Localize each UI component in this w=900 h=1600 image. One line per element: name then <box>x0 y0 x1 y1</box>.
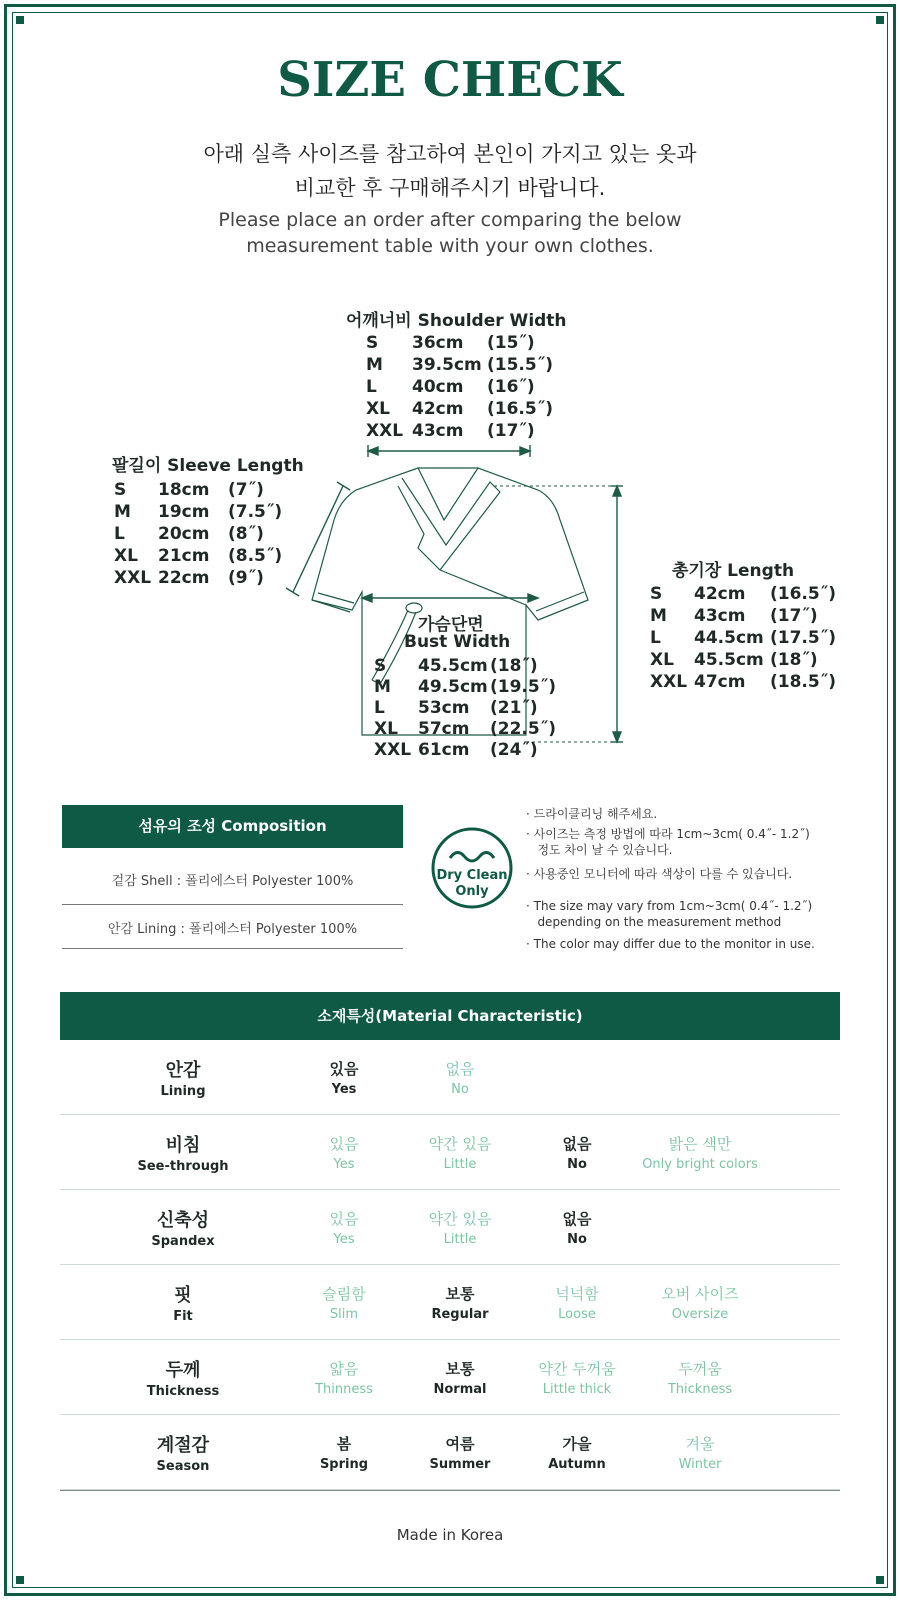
corner-ornament <box>16 1576 24 1584</box>
option-en: Thickness <box>667 1382 733 1397</box>
row-label-en: Spandex <box>151 1234 215 1249</box>
dry-clean-line1: Dry Clean <box>436 868 508 883</box>
composition-divider <box>62 948 403 949</box>
option-en: Summer <box>429 1457 491 1472</box>
bust-row: L 53cm (21˝) <box>374 698 538 718</box>
shoulder-row: XL 42cm (16.5˝) <box>366 399 553 419</box>
option-ko: 가을 <box>562 1435 592 1453</box>
row-label-en: Fit <box>173 1309 193 1324</box>
option-ko: 얇음 <box>329 1360 359 1378</box>
care-note: · The color may differ due to the monitor in use. <box>526 937 815 951</box>
intro-en-line1: Please place an order after comparing the below <box>218 209 682 231</box>
sleeve-row: S 18cm (7˝) <box>114 480 264 500</box>
material-row-lining <box>60 1040 840 1115</box>
bust-row: XXL 61cm (24˝) <box>374 740 538 760</box>
option-ko: 없음 <box>562 1210 592 1228</box>
shoulder-width-title: 어깨너비 Shoulder Width <box>346 311 567 331</box>
sleeve-row: XXL 22cm (9˝) <box>114 568 264 588</box>
option-ko: 오버 사이즈 <box>661 1285 739 1303</box>
row-label-ko: 비침 <box>165 1135 201 1156</box>
length-row: M 43cm (17˝) <box>650 606 818 626</box>
option-en: Loose <box>558 1307 596 1322</box>
sleeve-row: XL 21cm (8.5˝) <box>114 546 283 566</box>
composition-divider <box>62 904 403 905</box>
option-en: Yes <box>333 1157 355 1172</box>
option-ko: 있음 <box>329 1060 359 1078</box>
intro-en-line2: measurement table with your own clothes. <box>246 235 654 257</box>
material-header: 소재특성(Material Characteristic) <box>60 992 840 1040</box>
row-label-ko: 두께 <box>165 1360 201 1381</box>
care-note: · 사이즈는 측정 방법에 따라 1cm~3cm( 0.4˝- 1.2˝) 정도 차이 날 수 있습니다. <box>526 827 810 857</box>
bust-width-title-en: Bust Width <box>404 632 511 652</box>
option-en: Only bright colors <box>642 1157 758 1172</box>
option-en: Yes <box>333 1232 355 1247</box>
option-ko: 슬림함 <box>322 1285 366 1303</box>
row-label-en: See-through <box>137 1159 229 1174</box>
page-title: SIZE CHECK <box>277 52 623 108</box>
bust-width-table <box>374 656 556 761</box>
shoulder-row: L 40cm (16˝) <box>366 377 535 397</box>
bust-row: XL 57cm (22.5˝) <box>374 719 556 739</box>
shoulder-row: S 36cm (15˝) <box>366 333 535 353</box>
row-label-en: Lining <box>160 1084 206 1099</box>
bust-width-title-ko: 가슴단면 <box>418 615 484 635</box>
length-row: XXL 47cm (18.5˝) <box>650 672 836 692</box>
option-ko: 약간 있음 <box>428 1210 492 1228</box>
option-en: Winter <box>678 1457 722 1472</box>
option-en: Spring <box>319 1457 369 1472</box>
shoulder-width-table <box>366 333 553 443</box>
option-en: Yes <box>331 1082 357 1097</box>
corner-ornament <box>876 1576 884 1584</box>
option-en: No <box>567 1232 587 1247</box>
made-in-label: Made in Korea <box>396 1526 504 1544</box>
length-table <box>650 584 836 694</box>
care-note: · 드라이클리닝 해주세요. <box>526 807 658 821</box>
intro-ko-line1: 아래 실측 사이즈를 참고하여 본인이 가지고 있는 옷과 <box>203 142 697 166</box>
sleeve-row: M 19cm (7.5˝) <box>114 502 283 522</box>
length-row: L 44.5cm (17.5˝) <box>650 628 836 648</box>
material-row-spandex <box>60 1190 840 1265</box>
option-en: Regular <box>431 1307 489 1322</box>
composition-lining: 안감 Lining : 폴리에스터 Polyester 100% <box>107 922 358 937</box>
option-en: Little thick <box>542 1382 612 1397</box>
option-ko: 없음 <box>562 1135 592 1153</box>
material-row-thickness <box>60 1340 840 1415</box>
material-row-see-through <box>60 1115 840 1190</box>
row-label-en: Season <box>156 1459 210 1474</box>
shoulder-row: XXL 43cm (17˝) <box>366 421 535 441</box>
option-ko: 있음 <box>329 1135 359 1153</box>
option-ko: 밝은 색만 <box>668 1135 732 1153</box>
option-en: Thinness <box>315 1382 373 1397</box>
row-label-ko: 안감 <box>165 1060 201 1081</box>
table-bottom-rule <box>60 1490 840 1491</box>
composition-shell: 겉감 Shell : 폴리에스터 Polyester 100% <box>111 874 354 889</box>
garment-collar <box>398 478 500 570</box>
option-ko: 봄 <box>336 1435 352 1453</box>
option-ko: 약간 두꺼움 <box>538 1360 616 1378</box>
option-en: Little <box>443 1157 477 1172</box>
option-ko: 보통 <box>445 1285 475 1303</box>
length-row: XL 45.5cm (18˝) <box>650 650 818 670</box>
sleeve-row: L 20cm (8˝) <box>114 524 264 544</box>
care-note: · 사용중인 모니터에 따라 색상이 다를 수 있습니다. <box>526 867 793 881</box>
option-ko: 두꺼움 <box>678 1360 722 1378</box>
sleeve-length-title: 팔길이 Sleeve Length <box>112 456 304 476</box>
option-ko: 있음 <box>329 1210 359 1228</box>
option-en: Autumn <box>548 1457 606 1472</box>
material-row-fit <box>60 1265 840 1340</box>
option-en: Oversize <box>671 1307 729 1322</box>
intro-ko-line2: 비교한 후 구매해주시기 바랍니다. <box>294 176 606 200</box>
option-en: Little <box>443 1232 477 1247</box>
row-label-en: Thickness <box>146 1384 220 1399</box>
dry-clean-line2: Only <box>455 884 489 899</box>
care-note: · The size may vary from 1cm~3cm( 0.4˝- 1.2˝) depending on the measurement method <box>526 899 813 929</box>
option-ko: 여름 <box>445 1435 475 1453</box>
option-ko: 없음 <box>445 1060 475 1078</box>
option-en: Slim <box>329 1307 359 1322</box>
option-en: No <box>567 1157 587 1172</box>
bust-row: S 45.5cm (18˝) <box>374 656 538 676</box>
option-ko: 겨울 <box>685 1435 715 1453</box>
length-row: S 42cm (16.5˝) <box>650 584 836 604</box>
dry-clean-icon <box>430 826 514 910</box>
material-row-season <box>60 1415 840 1490</box>
option-ko: 약간 있음 <box>428 1135 492 1153</box>
shoulder-row: M 39.5cm (15.5˝) <box>366 355 553 375</box>
composition-header: 섬유의 조성 Composition <box>62 805 403 848</box>
row-label-ko: 핏 <box>174 1285 192 1306</box>
option-en: No <box>451 1082 469 1097</box>
row-label-ko: 신축성 <box>156 1210 210 1231</box>
length-title: 총기장 Length <box>672 561 795 581</box>
row-label-ko: 계절감 <box>156 1435 210 1456</box>
option-ko: 넉넉함 <box>555 1285 599 1303</box>
sleeve-length-table <box>114 480 282 590</box>
option-ko: 보통 <box>445 1360 475 1378</box>
option-en: Normal <box>433 1382 487 1397</box>
bust-row: M 49.5cm (19.5˝) <box>374 677 556 697</box>
